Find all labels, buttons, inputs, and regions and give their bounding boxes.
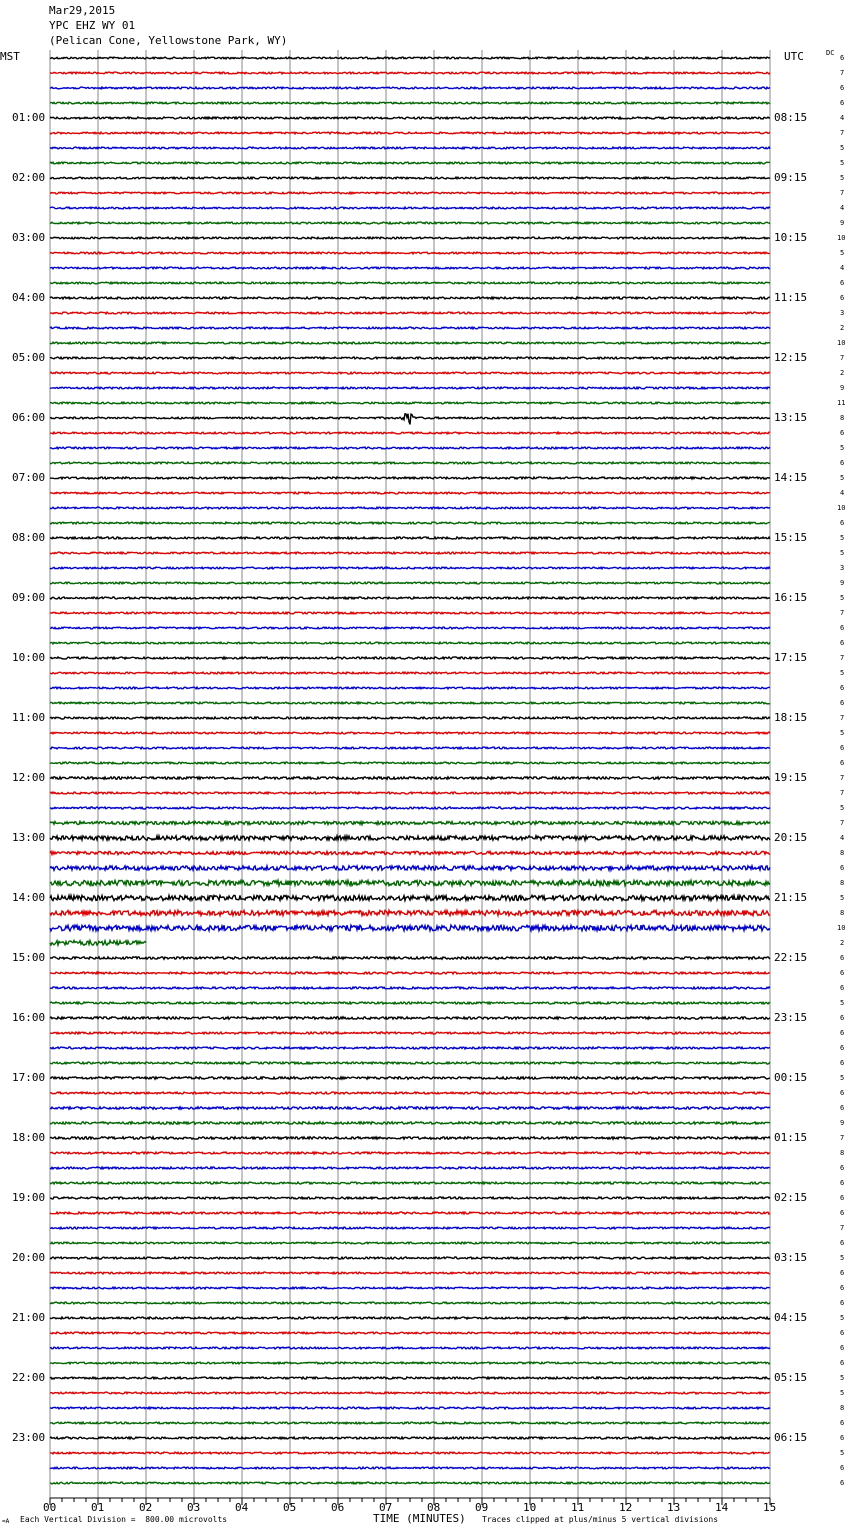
right-hour-label: 02:15 [774, 1191, 808, 1204]
dc-value: 5 [840, 1074, 845, 1082]
dc-value: 5 [840, 894, 845, 902]
trace-line [50, 1197, 770, 1199]
dc-value: 10 [837, 504, 846, 512]
x-tick-label: 08 [427, 1501, 441, 1514]
dc-value: 6 [840, 969, 845, 977]
trace-line [50, 132, 770, 134]
dc-value: 4 [840, 114, 845, 122]
dc-value: 6 [840, 429, 845, 437]
right-hour-label: 23:15 [774, 1011, 808, 1024]
right-hour-label: 06:15 [774, 1431, 808, 1444]
left-hour-label: 14:00 [12, 891, 46, 904]
header-date: Mar29,2015 [49, 4, 116, 17]
right-hour-label: 08:15 [774, 111, 808, 124]
trace-line [50, 957, 770, 959]
left-hour-label: 07:00 [12, 471, 46, 484]
trace-line [50, 297, 770, 299]
trace-line [50, 1467, 770, 1469]
trace-line [50, 222, 770, 224]
trace-line [50, 1032, 770, 1034]
dc-value: 7 [840, 69, 845, 77]
left-hour-label: 22:00 [12, 1371, 46, 1384]
trace-line [50, 1152, 770, 1154]
left-hour-label: 18:00 [12, 1131, 46, 1144]
dc-value: 7 [840, 774, 845, 782]
dc-value: 6 [840, 1209, 845, 1217]
trace-line [50, 821, 770, 824]
dc-value: 5 [840, 474, 845, 482]
dc-value: 5 [840, 159, 845, 167]
trace-line [50, 642, 770, 644]
left-hour-label: 09:00 [12, 591, 46, 604]
trace-line [50, 702, 770, 704]
dc-value: 6 [840, 1434, 845, 1442]
trace-line [50, 477, 770, 479]
trace-line [50, 282, 770, 284]
right-hour-label: 21:15 [774, 891, 808, 904]
trace-line [50, 177, 770, 179]
dc-value: 9 [840, 579, 845, 587]
trace-line [50, 402, 770, 404]
trace-line [50, 372, 770, 374]
trace-line [50, 1227, 770, 1229]
trace-line [50, 1317, 770, 1319]
dc-value: 2 [840, 324, 845, 332]
trace-line [50, 1167, 770, 1169]
dc-value: 4 [840, 204, 845, 212]
dc-value: 8 [840, 414, 845, 422]
x-tick-label: 03 [187, 1501, 201, 1514]
trace-line [50, 1002, 770, 1004]
dc-value: 7 [840, 714, 845, 722]
trace-line [50, 507, 770, 509]
dc-value: 6 [840, 54, 845, 62]
trace-line [50, 1452, 770, 1454]
right-hour-label: 05:15 [774, 1371, 808, 1384]
trace-line [50, 1287, 770, 1289]
dc-value: 6 [840, 1299, 845, 1307]
dc-value: 6 [840, 459, 845, 467]
trace-line [50, 207, 770, 209]
trace-line [50, 1407, 770, 1409]
x-tick-label: 04 [235, 1501, 249, 1514]
trace-line [50, 1302, 770, 1304]
trace-line [50, 612, 770, 614]
right-hour-label: 19:15 [774, 771, 808, 784]
trace-line [50, 880, 770, 885]
trace-line [50, 925, 770, 931]
trace-line [50, 1257, 770, 1259]
trace-line [50, 1362, 770, 1364]
dc-value: 6 [840, 954, 845, 962]
trace-line [50, 327, 770, 329]
dc-value: 9 [840, 219, 845, 227]
right-hour-label: 04:15 [774, 1311, 808, 1324]
dc-value: 7 [840, 654, 845, 662]
trace-line [50, 836, 770, 840]
dc-value: 6 [840, 1179, 845, 1187]
dc-value: 7 [840, 1224, 845, 1232]
dc-value: 9 [840, 384, 845, 392]
left-hour-label: 13:00 [12, 831, 46, 844]
x-tick-label: 02 [139, 1501, 153, 1514]
left-hour-label: 01:00 [12, 111, 46, 124]
trace-line [50, 1182, 770, 1184]
left-hour-label: 23:00 [12, 1431, 46, 1444]
dc-value: 5 [840, 144, 845, 152]
dc-value: 6 [840, 1239, 845, 1247]
dc-value: 8 [840, 849, 845, 857]
dc-value: 6 [840, 99, 845, 107]
dc-value: 5 [840, 999, 845, 1007]
trace-line [50, 972, 770, 974]
dc-value: 5 [840, 729, 845, 737]
trace-line [50, 1212, 770, 1214]
left-hour-label: 20:00 [12, 1251, 46, 1264]
dc-value: 7 [840, 819, 845, 827]
trace-line [50, 252, 770, 254]
trace-line [50, 312, 770, 314]
dc-value: 5 [840, 1449, 845, 1457]
scale-mark: =A [2, 1518, 10, 1525]
left-hour-label: 17:00 [12, 1071, 46, 1084]
x-tick-label: 05 [283, 1501, 297, 1514]
trace-line [50, 987, 770, 989]
trace-line [50, 1272, 770, 1274]
dc-value: 6 [840, 864, 845, 872]
dc-value: 6 [840, 1089, 845, 1097]
dc-value: 6 [840, 519, 845, 527]
trace-line [50, 627, 770, 629]
left-hour-label: 04:00 [12, 291, 46, 304]
dc-value: 4 [840, 834, 845, 842]
trace-line [50, 492, 770, 494]
trace-line [50, 1047, 770, 1049]
trace-line [50, 1347, 770, 1349]
dc-value: 5 [840, 1389, 845, 1397]
trace-line [50, 1017, 770, 1019]
x-tick-label: 07 [379, 1501, 393, 1514]
dc-title: DC [826, 49, 835, 57]
left-hour-label: 16:00 [12, 1011, 46, 1024]
trace-line [50, 582, 770, 584]
trace-line [50, 1092, 770, 1094]
dc-value: 6 [840, 1194, 845, 1202]
trace-line [50, 1332, 770, 1334]
dc-value: 5 [840, 444, 845, 452]
trace-line [50, 342, 770, 344]
x-tick-label: 13 [667, 1501, 681, 1514]
dc-value: 5 [840, 249, 845, 257]
left-hour-label: 02:00 [12, 171, 46, 184]
trace-line [50, 777, 770, 779]
dc-value: 4 [840, 264, 845, 272]
right-hour-label: 15:15 [774, 531, 808, 544]
dc-value: 8 [840, 1149, 845, 1157]
right-hour-label: 17:15 [774, 651, 808, 664]
dc-value: 5 [840, 1374, 845, 1382]
trace-line [50, 762, 770, 764]
right-hour-label: 20:15 [774, 831, 808, 844]
x-tick-label: 15 [763, 1501, 777, 1514]
trace-line [50, 522, 770, 524]
left-hour-label: 19:00 [12, 1191, 46, 1204]
dc-value: 6 [840, 294, 845, 302]
trace-line [50, 747, 770, 749]
trace-line [50, 1122, 770, 1124]
dc-value: 6 [840, 279, 845, 287]
trace-line [50, 866, 770, 870]
x-axis-label: TIME (MINUTES) [373, 1512, 466, 1525]
trace-line [50, 414, 770, 425]
dc-value: 6 [840, 984, 845, 992]
trace-line [50, 1137, 770, 1139]
dc-value: 6 [840, 1479, 845, 1487]
dc-value: 6 [840, 1284, 845, 1292]
dc-value: 6 [840, 1329, 845, 1337]
trace-line [50, 432, 770, 434]
dc-value: 5 [840, 534, 845, 542]
dc-value: 7 [840, 189, 845, 197]
trace-line [50, 895, 770, 900]
header-station: YPC EHZ WY 01 [49, 19, 136, 32]
dc-value: 3 [840, 564, 845, 572]
trace-line [50, 117, 770, 119]
x-tick-label: 10 [523, 1501, 537, 1514]
right-hour-label: 18:15 [774, 711, 808, 724]
dc-value: 6 [840, 1044, 845, 1052]
dc-value: 5 [840, 669, 845, 677]
x-tick-label: 00 [43, 1501, 57, 1514]
dc-value: 5 [840, 1254, 845, 1262]
right-hour-label: 09:15 [774, 171, 808, 184]
left-hour-label: 11:00 [12, 711, 46, 724]
dc-value: 6 [840, 639, 845, 647]
left-hour-label: 10:00 [12, 651, 46, 664]
trace-line [50, 567, 770, 569]
right-hour-label: 13:15 [774, 411, 808, 424]
trace-line [50, 1077, 770, 1079]
dc-value: 9 [840, 1119, 845, 1127]
left-hour-label: 15:00 [12, 951, 46, 964]
x-tick-label: 06 [331, 1501, 345, 1514]
dc-value: 6 [840, 744, 845, 752]
trace-line [50, 87, 770, 89]
dc-value: 6 [840, 1464, 845, 1472]
dc-value: 6 [840, 1104, 845, 1112]
left-hour-label: 03:00 [12, 231, 46, 244]
dc-value: 6 [840, 1419, 845, 1427]
trace-line [50, 687, 770, 689]
dc-value: 6 [840, 1359, 845, 1367]
left-hour-label: 05:00 [12, 351, 46, 364]
dc-value: 8 [840, 1404, 845, 1412]
dc-value: 5 [840, 1314, 845, 1322]
dc-value: 4 [840, 489, 845, 497]
right-hour-label: 16:15 [774, 591, 808, 604]
scale-text: Each Vertical Division = 800.00 microvolts [20, 1515, 228, 1524]
dc-value: 8 [840, 879, 845, 887]
trace-line [50, 267, 770, 269]
trace-line [50, 657, 770, 659]
dc-value: 6 [840, 759, 845, 767]
left-hour-label: 08:00 [12, 531, 46, 544]
right-hour-label: 11:15 [774, 291, 808, 304]
trace-line [50, 552, 770, 554]
trace-line [50, 1062, 770, 1064]
dc-value: 2 [840, 939, 845, 947]
trace-line [50, 387, 770, 389]
trace-line [50, 672, 770, 674]
x-tick-label: 14 [715, 1501, 729, 1514]
trace-line [50, 717, 770, 719]
dc-value: 10 [837, 234, 846, 242]
trace-line [50, 1242, 770, 1244]
dc-value: 7 [840, 609, 845, 617]
dc-value: 6 [840, 624, 845, 632]
dc-value: 5 [840, 804, 845, 812]
x-tick-label: 12 [619, 1501, 633, 1514]
trace-line [50, 1377, 770, 1379]
left-hour-label: 12:00 [12, 771, 46, 784]
dc-value: 10 [837, 339, 846, 347]
clip-text: Traces clipped at plus/minus 5 vertical divisions [482, 1515, 719, 1524]
trace-lines [50, 57, 770, 1484]
right-hour-label: 12:15 [774, 351, 808, 364]
time-axis [50, 1498, 770, 1505]
trace-line [50, 1482, 770, 1484]
dc-value: 8 [840, 909, 845, 917]
trace-line [50, 1392, 770, 1394]
right-hour-label: 03:15 [774, 1251, 808, 1264]
trace-line [50, 851, 770, 854]
right-hour-label: 01:15 [774, 1131, 808, 1144]
dc-value: 7 [840, 789, 845, 797]
trace-line [50, 1422, 770, 1424]
dc-value: 3 [840, 309, 845, 317]
dc-value: 7 [840, 354, 845, 362]
header-location: (Pelican Cone, Yellowstone Park, WY) [49, 34, 288, 47]
trace-line [50, 162, 770, 164]
left-axis-title: MST [0, 50, 20, 63]
right-hour-label: 22:15 [774, 951, 808, 964]
trace-line [50, 192, 770, 194]
dc-value: 7 [840, 1134, 845, 1142]
dc-value: 5 [840, 594, 845, 602]
x-tick-label: 01 [91, 1501, 105, 1514]
trace-line [50, 1107, 770, 1109]
dc-value: 6 [840, 84, 845, 92]
dc-value: 6 [840, 684, 845, 692]
trace-line [50, 72, 770, 74]
x-tick-label: 09 [475, 1501, 489, 1514]
dc-value: 10 [837, 924, 846, 932]
dc-value: 6 [840, 1344, 845, 1352]
trace-line [50, 237, 770, 239]
left-hour-label: 21:00 [12, 1311, 46, 1324]
dc-value: 6 [840, 1269, 845, 1277]
dc-value: 5 [840, 549, 845, 557]
trace-line [50, 792, 770, 794]
dc-value: 6 [840, 1059, 845, 1067]
trace-line [50, 102, 770, 104]
right-hour-label: 10:15 [774, 231, 808, 244]
trace-line [50, 537, 770, 539]
right-hour-label: 14:15 [774, 471, 808, 484]
x-tick-label: 11 [571, 1501, 585, 1514]
trace-line [50, 57, 770, 59]
trace-line [50, 807, 770, 809]
dc-value: 6 [840, 1014, 845, 1022]
trace-line [50, 732, 770, 734]
right-hour-label: 00:15 [774, 1071, 808, 1084]
trace-line [50, 147, 770, 149]
dc-value: 11 [837, 399, 846, 407]
trace-line [50, 1437, 770, 1439]
trace-line [50, 447, 770, 449]
right-axis-title: UTC [784, 50, 804, 63]
trace-line [50, 462, 770, 464]
dc-value: 2 [840, 369, 845, 377]
dc-value: 6 [840, 1164, 845, 1172]
dc-value: 6 [840, 1029, 845, 1037]
left-hour-label: 06:00 [12, 411, 46, 424]
dc-value: 7 [840, 129, 845, 137]
dc-value: 6 [840, 699, 845, 707]
dc-value: 5 [840, 174, 845, 182]
trace-line [50, 597, 770, 599]
trace-line [50, 910, 770, 915]
trace-line [50, 357, 770, 359]
